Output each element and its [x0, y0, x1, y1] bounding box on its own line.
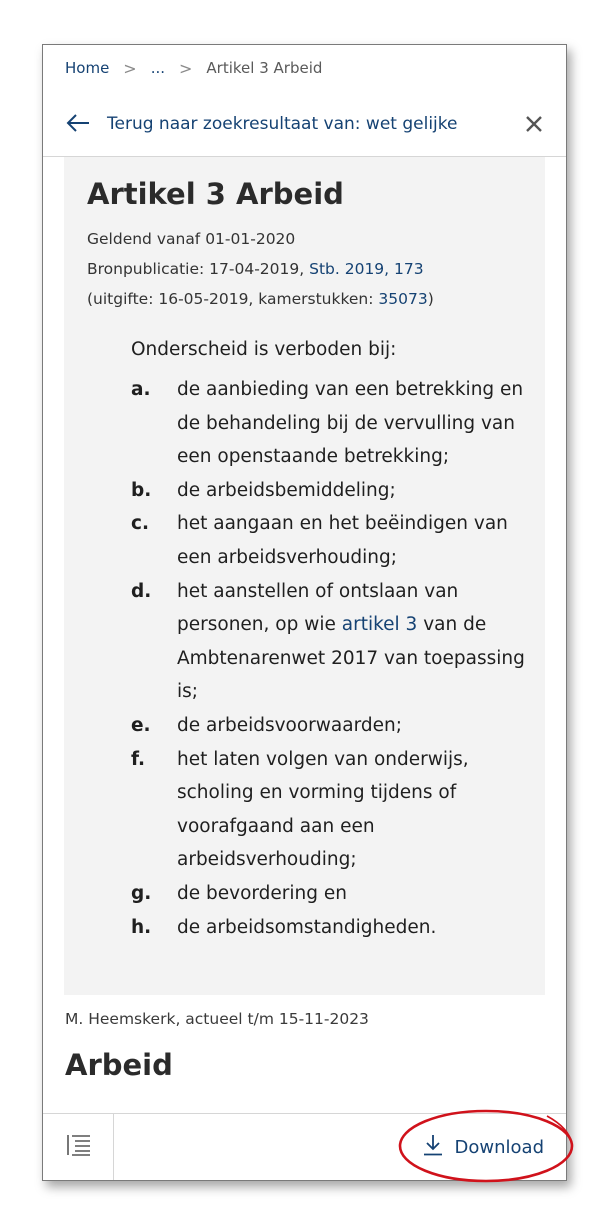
arrow-left-icon[interactable]: [65, 113, 91, 136]
toc-button[interactable]: [43, 1114, 114, 1181]
list-item: [131, 507, 531, 574]
valid-from: Geldend vanaf 01-01-2020: [87, 230, 296, 248]
source-publication: [87, 260, 424, 278]
highlight-annotation: [397, 1108, 575, 1184]
app-frame: [42, 44, 567, 1181]
artikel-3-link[interactable]: artikel 3: [341, 614, 418, 636]
list-item: [131, 373, 531, 474]
breadcrumb: [65, 57, 322, 79]
back-to-search-link[interactable]: Terug naar zoekresultaat van: wet gelijke: [107, 114, 458, 134]
list-letter: g.: [131, 882, 152, 904]
list-letter: e.: [131, 714, 151, 736]
list-letter: d.: [131, 580, 152, 602]
download-label: Download: [454, 1137, 544, 1158]
list-text-after: van de Ambtenarenwet 2017 van toepassing is;: [177, 614, 525, 703]
breadcrumb-current: Artikel 3 Arbeid: [206, 59, 323, 77]
table-of-contents-icon: [67, 1134, 91, 1160]
list-item: [131, 474, 531, 508]
article-title: Artikel 3 Arbeid: [87, 177, 344, 211]
list-item: [131, 709, 531, 743]
list-text: het aangaan en het beëindigen van een arbeidsverhouding;: [177, 513, 508, 568]
list-letter: a.: [131, 379, 151, 400]
chevron-right-icon: >: [123, 58, 137, 78]
list-letter: c.: [131, 513, 149, 535]
list-letter: h.: [131, 916, 152, 938]
chevron-right-icon: >: [179, 58, 193, 78]
source-prefix: Bronpublicatie: 17-04-2019,: [87, 260, 310, 278]
back-row: [65, 111, 545, 137]
list-letter: f.: [131, 748, 146, 770]
close-icon[interactable]: [523, 111, 545, 137]
list-item: [131, 743, 531, 877]
list-text: de aanbieding van een betrekking en de behandeling bij de vervulling van een openstaande betrekking;: [177, 379, 524, 468]
list-text: [177, 575, 531, 709]
list-text: de arbeidsomstandigheden.: [177, 916, 437, 938]
author-line: M. Heemskerk, actueel t/m 15-11-2023: [65, 1010, 369, 1028]
list-letter: b.: [131, 479, 152, 501]
list-item: [131, 911, 531, 945]
issue-prefix: (uitgifte: 16-05-2019, kamerstukken:: [87, 290, 379, 308]
article-panel: [64, 157, 545, 995]
kamerstukken-link[interactable]: 35073: [378, 290, 428, 308]
list-item: [131, 575, 531, 709]
source-link[interactable]: Stb. 2019, 173: [309, 260, 424, 278]
article-intro: Onderscheid is verboden bij:: [131, 339, 397, 360]
issue-suffix: ): [427, 290, 434, 308]
list-text: de arbeidsvoorwaarden;: [177, 714, 402, 736]
list-text-before: het aanstellen of ontslaan van personen, op wie: [177, 580, 459, 636]
breadcrumb-ellipsis[interactable]: ...: [150, 59, 166, 77]
list-text: het laten volgen van onderwijs, scholing en vorming tijdens of voorafgaand aan een arbeidsverhouding;: [177, 748, 469, 871]
list-text: de arbeidsbemiddeling;: [177, 479, 396, 501]
section-title: Arbeid: [65, 1048, 173, 1082]
list-item: [131, 877, 531, 911]
article-list: [131, 373, 531, 944]
issue-info: [87, 290, 434, 308]
list-text: de bevordering en: [177, 882, 348, 904]
breadcrumb-home[interactable]: Home: [65, 59, 110, 77]
